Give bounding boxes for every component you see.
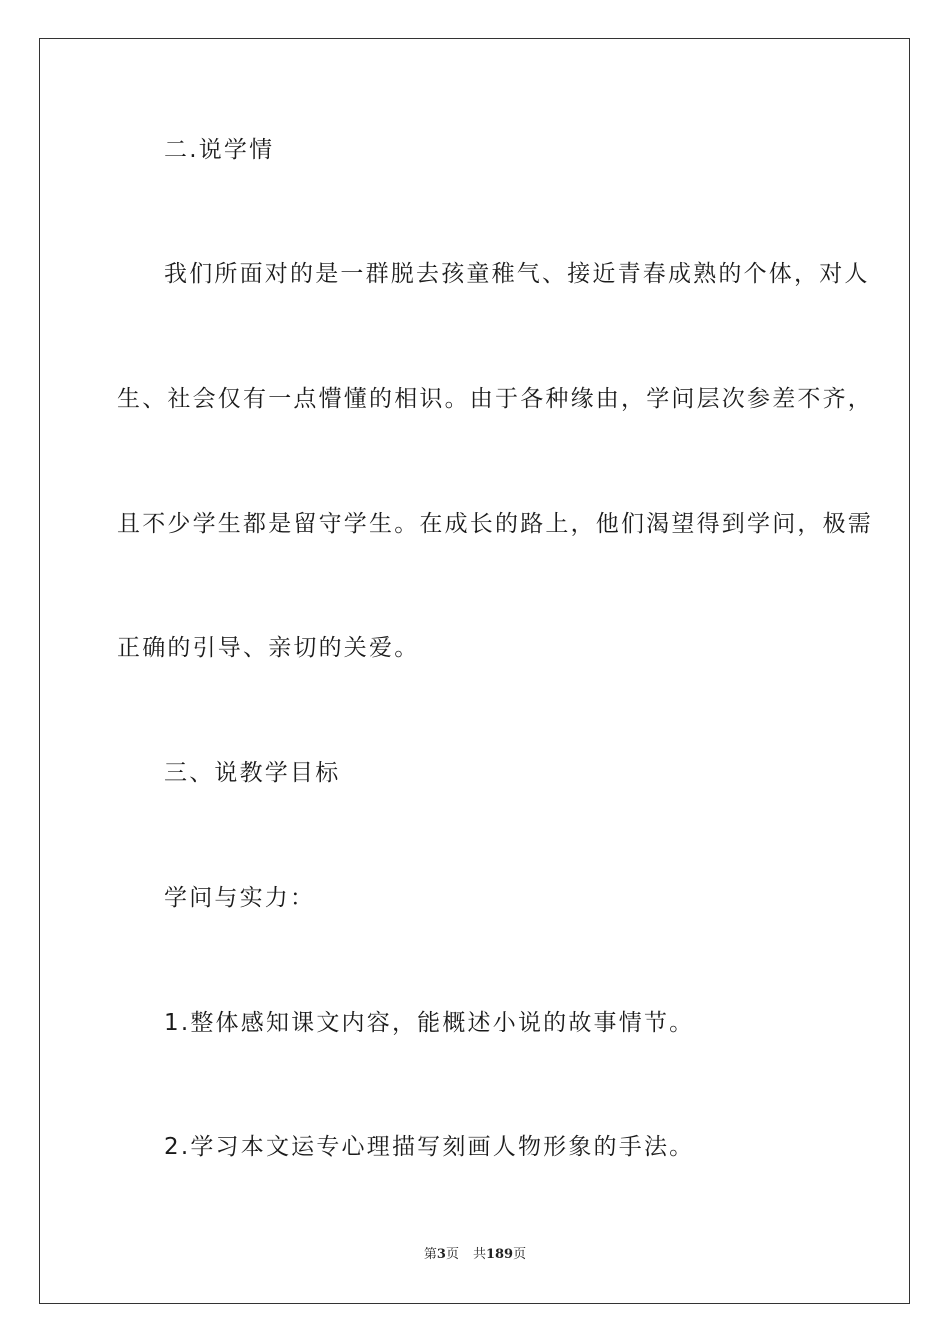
footer-total-prefix: 共 [472, 1247, 486, 1262]
section-heading-teaching-goals: 三、说教学目标 [164, 760, 341, 786]
goal-item-2: 2.学习本文运专心理描写刻画人物形象的手法。 [164, 1134, 695, 1160]
footer-total-unit: 页 [513, 1247, 527, 1262]
goal-item-1: 1.整体感知课文内容，能概述小说的故事情节。 [164, 1010, 695, 1036]
footer-total-pages: 189 [485, 1247, 514, 1262]
paragraph-line-3: 且不少学生都是留守学生。在成长的路上，他们渴望得到学问，极需 [117, 511, 873, 537]
footer-page-unit: 页 [445, 1247, 459, 1262]
footer-current-page: 3 [436, 1247, 446, 1262]
paragraph-line-1: 我们所面对的是一群脱去孩童稚气、接近青春成熟的个体，对人 [164, 261, 870, 287]
subheading-knowledge-ability: 学问与实力： [164, 885, 316, 911]
paragraph-line-4: 正确的引导、亲切的关爱。 [117, 635, 420, 661]
paragraph-line-2: 生、社会仅有一点懵懂的相识。由于各种缘由，学问层次参差不齐， [117, 386, 873, 412]
footer-page-prefix: 第 [423, 1247, 437, 1262]
page-footer [0, 1246, 950, 1264]
section-heading-learning-situation: 二.说学情 [164, 137, 275, 163]
page-border [39, 38, 910, 1304]
